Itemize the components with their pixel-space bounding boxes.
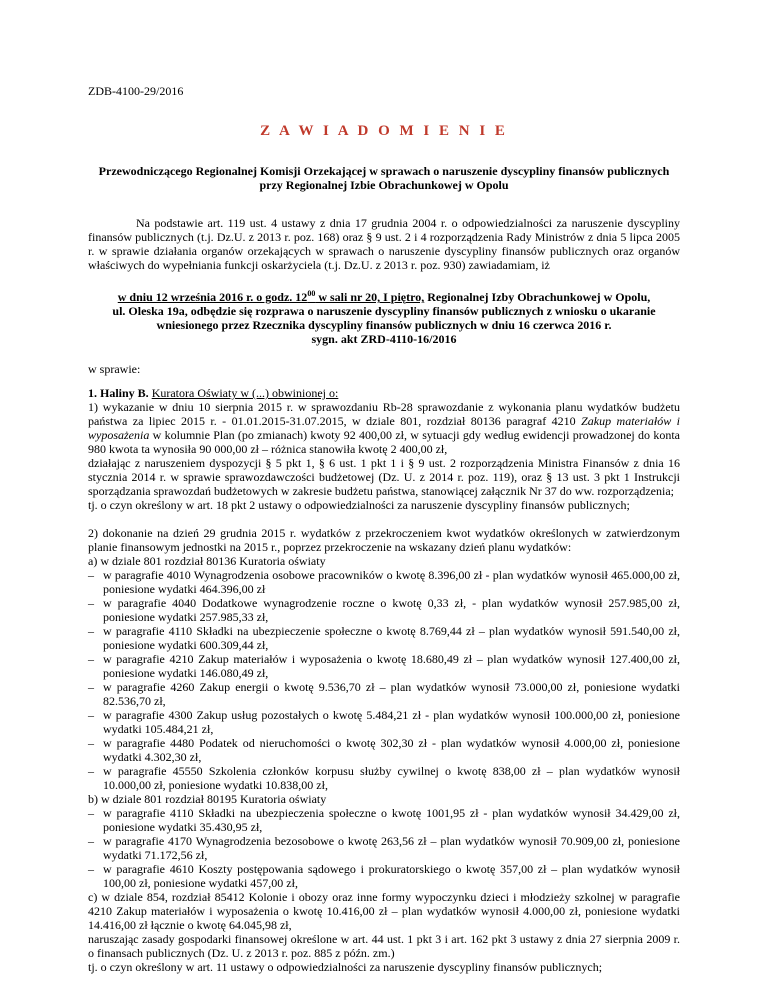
list-item: – w paragrafie 4110 Składki na ubezpieczenie społeczne o kwotę 8.769,44 zł – plan wydatków wynosił 591.540,00 zł, poniesione wydatki 600.309,44 zł, <box>88 624 680 652</box>
list-item: – w paragrafie 4040 Dodatkowe wynagrodzenie roczne o kwotę 0,33 zł, - plan wydatków wynosił 257.985,00 zł, poniesione wydatki 257.985,33 zł, <box>88 596 680 624</box>
section-a-list <box>88 568 680 792</box>
list-item: – w paragrafie 45550 Szkolenia członków korpusu służby cywilnej o kwotę 838,00 zł – plan wydatków wynosił 10.000,00 zł, poniesione wydatki 10.838,00 zł, <box>88 764 680 792</box>
section-c: c) w dziale 854, rozdział 85412 Kolonie i obozy oraz inne formy wypoczynku dzieci i młodzieży szkolnej w paragrafie 4210 Zakup materiałów i wyposażenia o kwotę 10.416,00 zł – plan wydatków wynosił 4.000,00 zł, poniesione wydatki 14.416,00 zł łącznie o kwotę 64.045,98 zł, <box>88 890 680 932</box>
section-b-heading: b) w dziale 801 rozdział 80195 Kuratoria oświaty <box>88 792 327 806</box>
list-item: – w paragrafie 4610 Koszty postępowania sądowego i prokuratorskiego o kwotę 357,00 zł – plan wydatków wynosił 100,00 zł, poniesione wydatki 457,00 zł, <box>88 862 680 890</box>
hearing-notice <box>88 290 680 346</box>
hearing-date: w dniu 12 września 2016 r. o godz. $12^{00}$ w sali nr 20, I piętro, <box>117 289 425 304</box>
list-item: – w paragrafie 4260 Zakup energii o kwotę 9.536,70 zł – plan wydatków wynosił 73.000,00 zł, poniesione wydatki 82.536,70 zł, <box>88 680 680 708</box>
list-item: – w paragrafie 4010 Wynagrodzenia osobowe pracowników o kwotę 8.396,00 zł - plan wydatków wynosił 465.000,00 zł, poniesione wydatki 464.396,00 zł <box>88 568 680 596</box>
in-the-matter-label: w sprawie: <box>88 362 141 376</box>
hearing-details: ul. Oleska 19a, odbędzie się rozprawa o naruszenie dyscypliny finansów publicznych z wniosku o ukaranie wniesionego przez Rzecznika dyscypliny finansów publicznych w dniu 16 czerwca 2016 r. <box>112 304 656 332</box>
hearing-time-superscript: 00 <box>307 289 316 298</box>
accused-line <box>88 386 680 400</box>
accused-role: Kuratora Oświaty w (...) obwinionej o: <box>151 386 339 400</box>
document-number: ZDB-4100-29/2016 <box>88 84 184 98</box>
intro-paragraph: Na podstawie art. 119 ust. 4 ustawy z dnia 17 grudnia 2004 r. o odpowiedzialności za naruszenie dyscypliny finansów publicznych (t.j. Dz.U. z 2013 r. poz. 168) oraz § 9 ust. 2 i 4 rozporządzenia Rady Ministrów z dnia 5 lipca 2005 r. w sprawie działania organów orzekających w sprawach o naruszenie dyscypliny finansów publicznych oraz organów właściwych do wypełniania funkcji oskarżyciela (t.j. Dz.U. z 2013 r. poz. 930) zawiadamiam, iż <box>88 216 680 272</box>
document-title: Z A W I A D O M I E N I E <box>260 123 508 139</box>
case-number: sygn. akt ZRD-4110-16/2016 <box>311 332 457 346</box>
accused-name: 1. Haliny B. <box>88 386 149 400</box>
list-item: – w paragrafie 4170 Wynagrodzenia bezosobowe o kwotę 263,56 zł – plan wydatków wynosił 70.909,00 zł, poniesione wydatki 71.172,56 zł, <box>88 834 680 862</box>
charge-2-violation: naruszając zasady gospodarki finansowej określone w art. 44 ust. 1 pkt 3 i art. 162 pkt 3 ustawy z dnia 27 sierpnia 2009 r. o finansach publicznych (Dz. U. z 2013 r. poz. 885 z późn. zm.) <box>88 932 680 960</box>
charge-2-qualification: tj. o czyn określony w art. 11 ustawy o odpowiedzialności za naruszenie dyscypliny finansów publicznych; <box>88 960 603 974</box>
list-item: – w paragrafie 4300 Zakup usług pozostałych o kwotę 5.484,21 zł - plan wydatków wynosił 100.000,00 zł, poniesione wydatki 105.484,21 zł, <box>88 708 680 736</box>
section-a-heading: a) w dziale 801 rozdział 80136 Kuratoria oświaty <box>88 554 326 568</box>
section-b-list <box>88 806 680 890</box>
charge-1-legal-basis: działając z naruszeniem dyspozycji § 5 pkt 1, § 6 ust. 1 pkt 1 i § 9 ust. 2 rozporządzenia Ministra Finansów z dnia 16 stycznia 2014 r. w sprawie sprawozdawczości budżetowej (Dz. U. z 2014 r. poz. 119), oraz § 13 ust. 3 pkt 1 Instrukcji sporządzania sprawozdań budżetowych w zakresie budżetu państwa, stanowiącej załącznik Nr 37 do ww. rozporządzenia; <box>88 456 680 498</box>
charge-2-intro: 2) dokonanie na dzień 29 grudnia 2015 r. wydatków z przekroczeniem kwot wydatków określonych w zatwierdzonym planie finansowym jednostki na 2015 r., poprzez przekroczenie na wskazany dzień planu wydatków: <box>88 526 680 554</box>
issuer-heading: Przewodniczącego Regionalnej Komisji Orzekającej w sprawach o naruszenie dyscypliny finansów publicznych przy Regionalnej Izbie Obrachunkowej w Opolu <box>98 164 670 192</box>
list-item: – w paragrafie 4110 Składki na ubezpieczenia społeczne o kwotę 1001,95 zł - plan wydatków wynosił 34.429,00 zł, poniesione wydatki 35.430,95 zł, <box>88 806 680 834</box>
hearing-institution: Regionalnej Izby Obrachunkowej w Opolu, <box>424 290 651 304</box>
charge-1: 1) wykazanie w dniu 10 sierpnia 2015 r. w sprawozdaniu Rb-28 sprawozdanie z wykonania planu wydatków budżetu państwa za lipiec 2015 r. - 01.01.2015-31.07.2015, w dziale 801, rozdział 80136 paragraf 4210 Zakup materiałów i wyposażenia w kolumnie Plan (po zmianach) kwoty 92 400,00 zł, w sytuacji gdy według ewidencji prowadzonej do konta 980 kwota ta wynosiła 90 000,00 zł – różnica stanowiła kwotę 2 400,00 zł, <box>88 400 680 456</box>
list-item: – w paragrafie 4210 Zakup materiałów i wyposażenia o kwotę 18.680,49 zł – plan wydatków wynosił 127.400,00 zł, poniesione wydatki 146.080,49 zł, <box>88 652 680 680</box>
list-item: – w paragrafie 4480 Podatek od nieruchomości o kwotę 302,30 zł - plan wydatków wynosił 4.000,00 zł, poniesione wydatki 4.302,30 zł, <box>88 736 680 764</box>
charge-1-qualification: tj. o czyn określony w art. 18 pkt 2 ustawy o odpowiedzialności za naruszenie dyscypliny finansów publicznych; <box>88 498 630 512</box>
